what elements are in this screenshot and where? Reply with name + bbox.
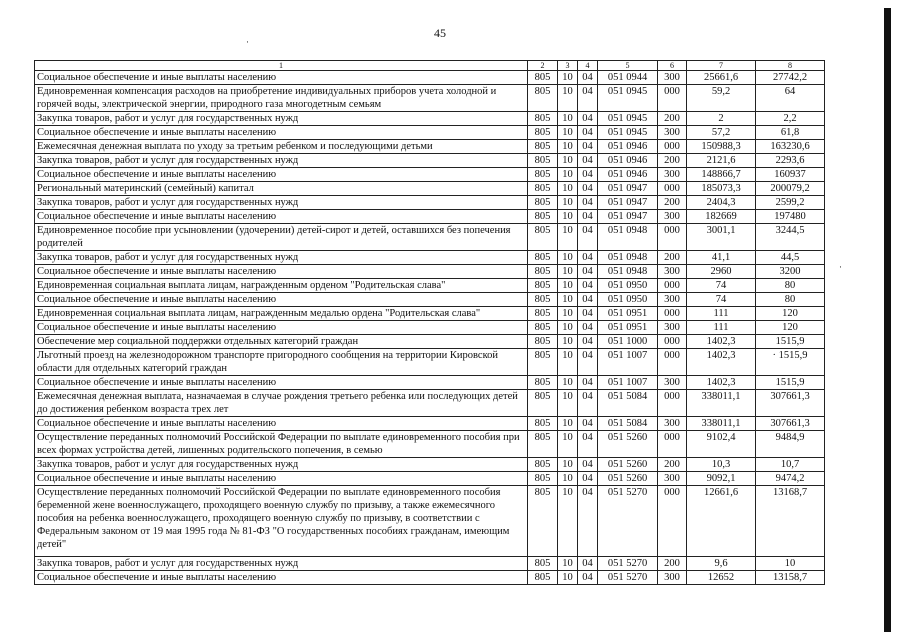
column-number-cell: 4: [578, 61, 598, 71]
code-cell: 805: [528, 472, 558, 486]
section-cell: 10: [558, 486, 578, 557]
subsection-cell: 04: [578, 472, 598, 486]
section-cell: 10: [558, 85, 578, 112]
subsection-cell: 04: [578, 417, 598, 431]
scan-speck: ·: [839, 262, 842, 272]
expense-type-cell: 300: [658, 321, 687, 335]
item-name-cell: Льготный проезд на железнодорожном транспорте пригородного сообщения на территории Кировской области для отдельных категорий граждан: [35, 349, 528, 376]
amount-year1-cell: 2404,3: [687, 196, 756, 210]
amount-year1-cell: 9092,1: [687, 472, 756, 486]
expense-type-cell: 000: [658, 349, 687, 376]
item-name-cell: Социальное обеспечение и иные выплаты населению: [35, 126, 528, 140]
amount-year2-cell: 160937: [756, 168, 825, 182]
amount-year2-cell: 2599,2: [756, 196, 825, 210]
expense-type-cell: 000: [658, 85, 687, 112]
expense-type-cell: 200: [658, 112, 687, 126]
subsection-cell: 04: [578, 376, 598, 390]
item-name-cell: Ежемесячная денежная выплата по уходу за третьим ребенком и последующими детьми: [35, 140, 528, 154]
item-name-cell: Социальное обеспечение и иные выплаты населению: [35, 265, 528, 279]
table-row: [35, 486, 825, 557]
amount-year2-cell: 3200: [756, 265, 825, 279]
section-cell: 10: [558, 557, 578, 571]
table-row: [35, 279, 825, 293]
target-article-cell: 051 0945: [598, 85, 658, 112]
subsection-cell: 04: [578, 431, 598, 458]
section-cell: 10: [558, 417, 578, 431]
amount-year2-cell: 13158,7: [756, 571, 825, 585]
amount-year1-cell: 185073,3: [687, 182, 756, 196]
expense-type-cell: 000: [658, 140, 687, 154]
target-article-cell: 051 5270: [598, 486, 658, 557]
code-cell: 805: [528, 293, 558, 307]
subsection-cell: 04: [578, 85, 598, 112]
item-name-cell: Социальное обеспечение и иные выплаты населению: [35, 376, 528, 390]
table-row: [35, 168, 825, 182]
expense-type-cell: 000: [658, 307, 687, 321]
table-row: [35, 224, 825, 251]
subsection-cell: 04: [578, 307, 598, 321]
section-cell: 10: [558, 390, 578, 417]
subsection-cell: 04: [578, 182, 598, 196]
code-cell: 805: [528, 154, 558, 168]
amount-year1-cell: 338011,1: [687, 417, 756, 431]
table-row: [35, 376, 825, 390]
item-name-cell: Социальное обеспечение и иные выплаты населению: [35, 168, 528, 182]
subsection-cell: 04: [578, 224, 598, 251]
item-name-cell: Закупка товаров, работ и услуг для государственных нужд: [35, 196, 528, 210]
code-cell: 805: [528, 431, 558, 458]
table-row: [35, 140, 825, 154]
target-article-cell: 051 0944: [598, 71, 658, 85]
code-cell: 805: [528, 126, 558, 140]
subsection-cell: 04: [578, 321, 598, 335]
subsection-cell: 04: [578, 126, 598, 140]
amount-year1-cell: 1402,3: [687, 376, 756, 390]
target-article-cell: 051 0947: [598, 182, 658, 196]
column-number-cell: 3: [558, 61, 578, 71]
amount-year1-cell: 10,3: [687, 458, 756, 472]
section-cell: 10: [558, 458, 578, 472]
item-name-cell: Социальное обеспечение и иные выплаты населению: [35, 293, 528, 307]
target-article-cell: 051 5260: [598, 458, 658, 472]
item-name-cell: Социальное обеспечение и иные выплаты населению: [35, 210, 528, 224]
subsection-cell: 04: [578, 251, 598, 265]
amount-year1-cell: 1402,3: [687, 349, 756, 376]
code-cell: 805: [528, 210, 558, 224]
expense-type-cell: 200: [658, 251, 687, 265]
amount-year2-cell: 200079,2: [756, 182, 825, 196]
expense-type-cell: 200: [658, 557, 687, 571]
item-name-cell: Единовременное пособие при усыновлении (удочерении) детей-сирот и детей, оставшихся без попечения родителей: [35, 224, 528, 251]
subsection-cell: 04: [578, 210, 598, 224]
section-cell: 10: [558, 251, 578, 265]
code-cell: 805: [528, 182, 558, 196]
target-article-cell: 051 0948: [598, 224, 658, 251]
amount-year2-cell: 80: [756, 279, 825, 293]
column-number-cell: 6: [658, 61, 687, 71]
amount-year1-cell: 111: [687, 307, 756, 321]
target-article-cell: 051 0947: [598, 210, 658, 224]
section-cell: 10: [558, 293, 578, 307]
expense-type-cell: 300: [658, 265, 687, 279]
code-cell: 805: [528, 140, 558, 154]
expense-type-cell: 300: [658, 472, 687, 486]
amount-year2-cell: 307661,3: [756, 417, 825, 431]
amount-year1-cell: 25661,6: [687, 71, 756, 85]
amount-year2-cell: 163230,6: [756, 140, 825, 154]
table-row: [35, 71, 825, 85]
table-row: [35, 126, 825, 140]
table-row: [35, 210, 825, 224]
section-cell: 10: [558, 376, 578, 390]
amount-year1-cell: 148866,7: [687, 168, 756, 182]
table-row: [35, 307, 825, 321]
table-row: [35, 458, 825, 472]
subsection-cell: 04: [578, 571, 598, 585]
scan-edge-bar: [884, 8, 891, 632]
table-row: [35, 112, 825, 126]
code-cell: 805: [528, 307, 558, 321]
target-article-cell: 051 5260: [598, 431, 658, 458]
table-row: [35, 557, 825, 571]
target-article-cell: 051 0947: [598, 196, 658, 210]
amount-year1-cell: 9102,4: [687, 431, 756, 458]
amount-year1-cell: 12661,6: [687, 486, 756, 557]
target-article-cell: 051 5084: [598, 417, 658, 431]
expense-type-cell: 000: [658, 279, 687, 293]
section-cell: 10: [558, 321, 578, 335]
item-name-cell: Закупка товаров, работ и услуг для государственных нужд: [35, 112, 528, 126]
code-cell: 805: [528, 168, 558, 182]
amount-year2-cell: 9474,2: [756, 472, 825, 486]
code-cell: 805: [528, 265, 558, 279]
section-cell: 10: [558, 224, 578, 251]
target-article-cell: 051 1007: [598, 376, 658, 390]
code-cell: 805: [528, 571, 558, 585]
item-name-cell: Единовременная социальная выплата лицам, награжденным орденом "Родительская слава": [35, 279, 528, 293]
section-cell: 10: [558, 154, 578, 168]
target-article-cell: 051 0951: [598, 307, 658, 321]
item-name-cell: Социальное обеспечение и иные выплаты населению: [35, 71, 528, 85]
section-cell: 10: [558, 126, 578, 140]
section-cell: 10: [558, 571, 578, 585]
expense-type-cell: 300: [658, 376, 687, 390]
subsection-cell: 04: [578, 112, 598, 126]
subsection-cell: 04: [578, 557, 598, 571]
code-cell: 805: [528, 390, 558, 417]
amount-year1-cell: 182669: [687, 210, 756, 224]
amount-year1-cell: 9,6: [687, 557, 756, 571]
subsection-cell: 04: [578, 486, 598, 557]
amount-year1-cell: 150988,3: [687, 140, 756, 154]
page-number: 45: [434, 26, 446, 40]
section-cell: 10: [558, 140, 578, 154]
item-name-cell: Осуществление переданных полномочий Российской Федерации по выплате единовременного пособия при всех формах устройства детей, лишенных родительского попечения, в семью: [35, 431, 528, 458]
amount-year1-cell: 59,2: [687, 85, 756, 112]
section-cell: 10: [558, 168, 578, 182]
column-number-cell: 5: [598, 61, 658, 71]
item-name-cell: Закупка товаров, работ и услуг для государственных нужд: [35, 458, 528, 472]
table-row: [35, 293, 825, 307]
subsection-cell: 04: [578, 458, 598, 472]
column-number-cell: 2: [528, 61, 558, 71]
section-cell: 10: [558, 71, 578, 85]
amount-year1-cell: 12652: [687, 571, 756, 585]
code-cell: 805: [528, 376, 558, 390]
expense-type-cell: 300: [658, 571, 687, 585]
target-article-cell: 051 0946: [598, 154, 658, 168]
item-name-cell: Социальное обеспечение и иные выплаты населению: [35, 571, 528, 585]
expense-type-cell: 300: [658, 210, 687, 224]
amount-year1-cell: 2: [687, 112, 756, 126]
amount-year2-cell: 307661,3: [756, 390, 825, 417]
amount-year1-cell: 338011,1: [687, 390, 756, 417]
table-row: [35, 335, 825, 349]
section-cell: 10: [558, 265, 578, 279]
target-article-cell: 051 0948: [598, 265, 658, 279]
code-cell: 805: [528, 321, 558, 335]
target-article-cell: 051 0948: [598, 251, 658, 265]
table-row: [35, 349, 825, 376]
code-cell: 805: [528, 417, 558, 431]
section-cell: 10: [558, 210, 578, 224]
code-cell: 805: [528, 196, 558, 210]
section-cell: 10: [558, 112, 578, 126]
subsection-cell: 04: [578, 71, 598, 85]
table-row: [35, 182, 825, 196]
section-cell: 10: [558, 196, 578, 210]
amount-year1-cell: 2121,6: [687, 154, 756, 168]
table-row: [35, 251, 825, 265]
table-row: [35, 196, 825, 210]
amount-year1-cell: 1402,3: [687, 335, 756, 349]
item-name-cell: Закупка товаров, работ и услуг для государственных нужд: [35, 251, 528, 265]
section-cell: 10: [558, 335, 578, 349]
target-article-cell: 051 0951: [598, 321, 658, 335]
code-cell: 805: [528, 349, 558, 376]
amount-year2-cell: 1515,9: [756, 376, 825, 390]
table-row: [35, 431, 825, 458]
expense-type-cell: 300: [658, 71, 687, 85]
table-row: [35, 154, 825, 168]
target-article-cell: 051 5084: [598, 390, 658, 417]
target-article-cell: 051 0950: [598, 293, 658, 307]
amount-year2-cell: 9484,9: [756, 431, 825, 458]
amount-year2-cell: 3244,5: [756, 224, 825, 251]
expense-type-cell: 000: [658, 335, 687, 349]
amount-year1-cell: 2960: [687, 265, 756, 279]
table-header-row: [35, 61, 825, 71]
section-cell: 10: [558, 472, 578, 486]
scan-speck: ·: [246, 37, 249, 47]
subsection-cell: 04: [578, 265, 598, 279]
amount-year1-cell: 3001,1: [687, 224, 756, 251]
amount-year2-cell: 80: [756, 293, 825, 307]
subsection-cell: 04: [578, 140, 598, 154]
amount-year2-cell: 120: [756, 307, 825, 321]
amount-year2-cell: 197480: [756, 210, 825, 224]
item-name-cell: Осуществление переданных полномочий Российской Федерации по выплате единовременного пособия беременной жене военнослужащего, проходящего военную службу по призыву, а также ежемесячного пособия на ребенка военнослужащего, проходящего военную службу по призыву, в соответствии с Федеральным законом от 19 мая 1995 года № 81-ФЗ "О государственных пособиях гражданам, имеющим детей": [35, 486, 528, 557]
table-row: [35, 472, 825, 486]
amount-year2-cell: 1515,9: [756, 335, 825, 349]
expense-type-cell: 200: [658, 458, 687, 472]
expense-type-cell: 300: [658, 417, 687, 431]
target-article-cell: 051 0950: [598, 279, 658, 293]
expense-type-cell: 200: [658, 196, 687, 210]
code-cell: 805: [528, 71, 558, 85]
expense-type-cell: 000: [658, 182, 687, 196]
budget-table: [34, 60, 825, 585]
amount-year1-cell: 74: [687, 293, 756, 307]
target-article-cell: 051 1007: [598, 349, 658, 376]
target-article-cell: 051 5270: [598, 557, 658, 571]
subsection-cell: 04: [578, 390, 598, 417]
subsection-cell: 04: [578, 349, 598, 376]
code-cell: 805: [528, 224, 558, 251]
code-cell: 805: [528, 279, 558, 293]
item-name-cell: Социальное обеспечение и иные выплаты населению: [35, 321, 528, 335]
section-cell: 10: [558, 431, 578, 458]
expense-type-cell: 000: [658, 390, 687, 417]
target-article-cell: 051 0945: [598, 112, 658, 126]
item-name-cell: Закупка товаров, работ и услуг для государственных нужд: [35, 557, 528, 571]
amount-year2-cell: 10,7: [756, 458, 825, 472]
item-name-cell: Закупка товаров, работ и услуг для государственных нужд: [35, 154, 528, 168]
item-name-cell: Региональный материнский (семейный) капитал: [35, 182, 528, 196]
subsection-cell: 04: [578, 293, 598, 307]
section-cell: 10: [558, 279, 578, 293]
table-row: [35, 85, 825, 112]
expense-type-cell: 000: [658, 224, 687, 251]
amount-year2-cell: 27742,2: [756, 71, 825, 85]
target-article-cell: 051 5260: [598, 472, 658, 486]
expense-type-cell: 000: [658, 486, 687, 557]
table-row: [35, 417, 825, 431]
amount-year2-cell: 44,5: [756, 251, 825, 265]
amount-year2-cell: 61,8: [756, 126, 825, 140]
target-article-cell: 051 1000: [598, 335, 658, 349]
section-cell: 10: [558, 349, 578, 376]
amount-year2-cell: 120: [756, 321, 825, 335]
item-name-cell: Единовременная компенсация расходов на приобретение индивидуальных приборов учета холодной и горячей воды, электрической энергии, природного газа многодетным семьям: [35, 85, 528, 112]
amount-year1-cell: 111: [687, 321, 756, 335]
expense-type-cell: 300: [658, 168, 687, 182]
code-cell: 805: [528, 486, 558, 557]
code-cell: 805: [528, 335, 558, 349]
column-number-cell: 8: [756, 61, 825, 71]
code-cell: 805: [528, 458, 558, 472]
amount-year1-cell: 74: [687, 279, 756, 293]
target-article-cell: 051 0946: [598, 168, 658, 182]
amount-year2-cell: 64: [756, 85, 825, 112]
amount-year2-cell: 2293,6: [756, 154, 825, 168]
subsection-cell: 04: [578, 154, 598, 168]
code-cell: 805: [528, 557, 558, 571]
expense-type-cell: 000: [658, 431, 687, 458]
amount-year2-cell: 13168,7: [756, 486, 825, 557]
expense-type-cell: 300: [658, 126, 687, 140]
section-cell: 10: [558, 307, 578, 321]
target-article-cell: 051 5270: [598, 571, 658, 585]
column-number-cell: 1: [35, 61, 528, 71]
item-name-cell: Единовременная социальная выплата лицам, награжденным медалью ордена "Родительская слава": [35, 307, 528, 321]
expense-type-cell: 200: [658, 154, 687, 168]
table-row: [35, 265, 825, 279]
item-name-cell: Социальное обеспечение и иные выплаты населению: [35, 472, 528, 486]
column-number-cell: 7: [687, 61, 756, 71]
amount-year2-cell: 2,2: [756, 112, 825, 126]
table-row: [35, 571, 825, 585]
item-name-cell: Ежемесячная денежная выплата, назначаемая в случае рождения третьего ребенка или последующих детей до достижения ребенком возраста трех лет: [35, 390, 528, 417]
table-row: [35, 321, 825, 335]
subsection-cell: 04: [578, 335, 598, 349]
code-cell: 805: [528, 112, 558, 126]
amount-year1-cell: 41,1: [687, 251, 756, 265]
expense-type-cell: 300: [658, 293, 687, 307]
target-article-cell: 051 0945: [598, 126, 658, 140]
table-row: [35, 390, 825, 417]
subsection-cell: 04: [578, 196, 598, 210]
section-cell: 10: [558, 182, 578, 196]
target-article-cell: 051 0946: [598, 140, 658, 154]
code-cell: 805: [528, 85, 558, 112]
item-name-cell: Социальное обеспечение и иные выплаты населению: [35, 417, 528, 431]
subsection-cell: 04: [578, 168, 598, 182]
item-name-cell: Обеспечение мер социальной поддержки отдельных категорий граждан: [35, 335, 528, 349]
code-cell: 805: [528, 251, 558, 265]
subsection-cell: 04: [578, 279, 598, 293]
amount-year1-cell: 57,2: [687, 126, 756, 140]
amount-year2-cell: · 1515,9: [756, 349, 825, 376]
amount-year2-cell: 10: [756, 557, 825, 571]
